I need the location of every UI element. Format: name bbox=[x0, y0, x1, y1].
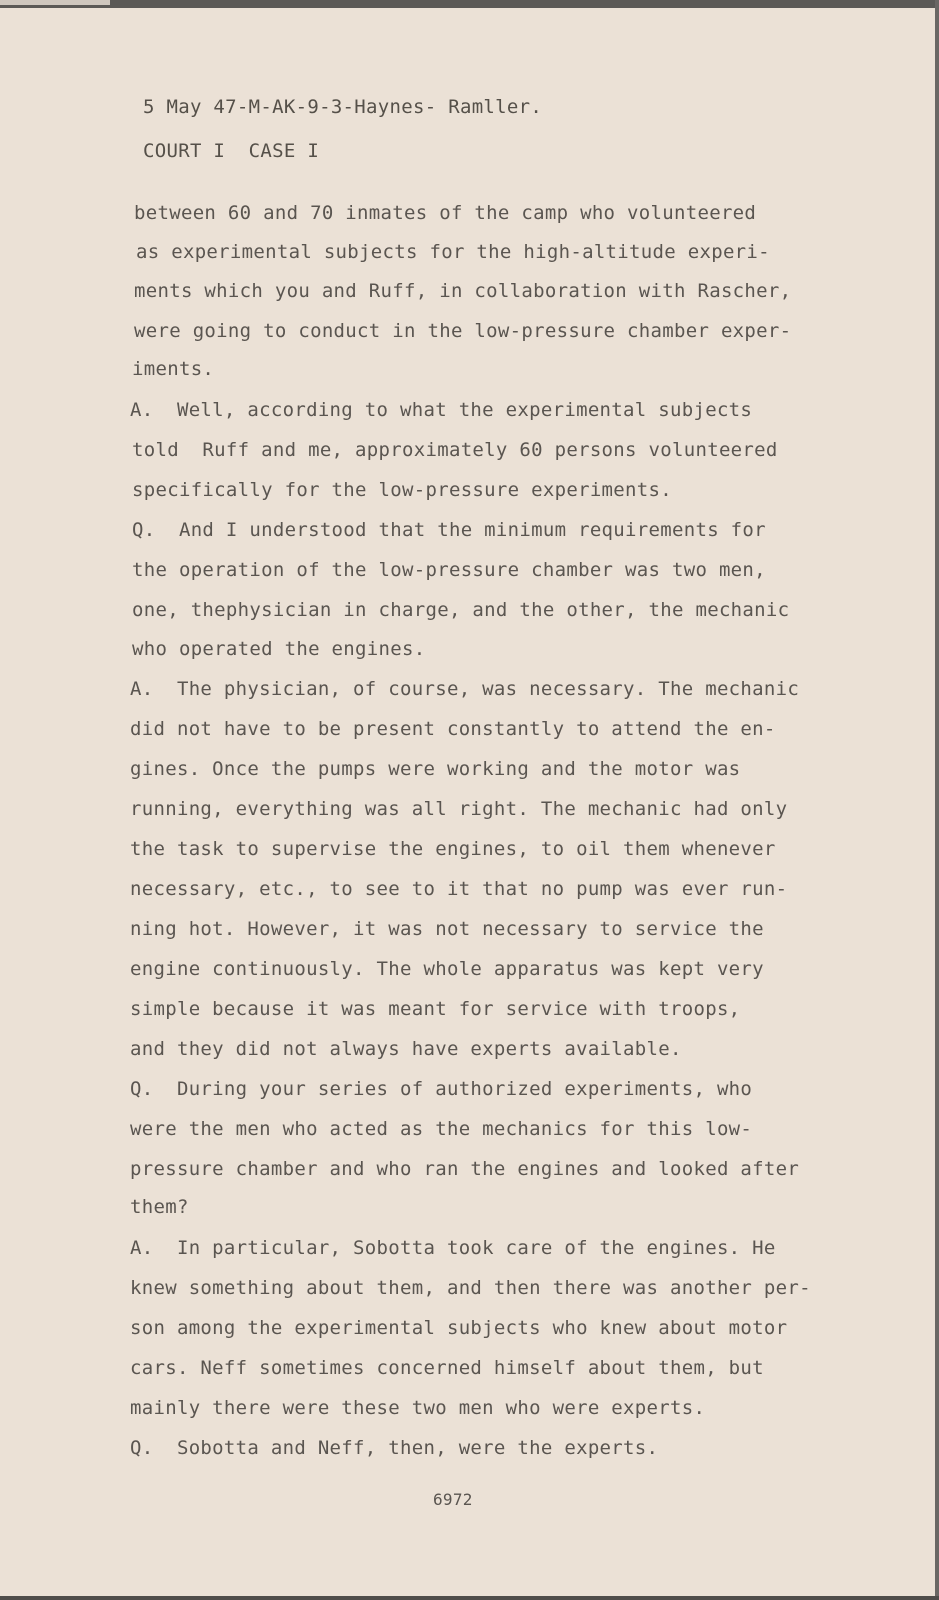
body-line-3: ments which you and Ruff, in collaboration with Rascher, bbox=[134, 280, 792, 302]
body-line-24: were the men who acted as the mechanics for this low- bbox=[130, 1118, 753, 1140]
body-line-18: necessary, etc., to see to it that no pump was ever run- bbox=[130, 878, 788, 900]
body-line-13: A. The physician, of course, was necessary. The mechanic bbox=[130, 678, 800, 700]
body-line-6: A. Well, according to what the experimental subjects bbox=[130, 399, 753, 421]
body-line-16: running, everything was all right. The mechanic had only bbox=[130, 798, 788, 820]
body-line-31: mainly there were these two men who were experts. bbox=[130, 1397, 706, 1419]
page-right-edge bbox=[935, 0, 939, 1600]
header-court-line: COURT I CASE I bbox=[143, 140, 320, 162]
body-line-20: engine continuously. The whole apparatus was kept very bbox=[130, 958, 764, 980]
body-line-14: did not have to be present constantly to attend the en- bbox=[130, 718, 776, 740]
body-line-9: Q. And I understood that the minimum requirements for bbox=[132, 519, 766, 541]
body-line-21: simple because it was meant for service with troops, bbox=[130, 998, 741, 1020]
body-line-23: Q. During your series of authorized experiments, who bbox=[130, 1078, 753, 1100]
body-line-30: cars. Neff sometimes concerned himself about them, but bbox=[130, 1357, 764, 1379]
page-bottom-edge bbox=[0, 1596, 939, 1600]
page-top-edge-highlight bbox=[0, 0, 110, 5]
body-line-29: son among the experimental subjects who knew about motor bbox=[130, 1317, 788, 1339]
body-line-4: were going to conduct in the low-pressure chamber exper- bbox=[134, 320, 792, 342]
page-top-edge bbox=[0, 0, 939, 8]
body-line-1: between 60 and 70 inmates of the camp who volunteered bbox=[134, 202, 757, 224]
body-line-15: gines. Once the pumps were working and the motor was bbox=[130, 758, 741, 780]
body-line-17: the task to supervise the engines, to oil them whenever bbox=[130, 838, 776, 860]
body-line-2: as experimental subjects for the high-altitude experi- bbox=[136, 241, 770, 263]
body-line-22: and they did not always have experts available. bbox=[130, 1038, 682, 1060]
page-number: 6972 bbox=[433, 1490, 473, 1509]
body-line-27: A. In particular, Sobotta took care of the engines. He bbox=[130, 1237, 776, 1259]
body-line-25: pressure chamber and who ran the engines and looked after bbox=[130, 1158, 800, 1180]
header-date-line: 5 May 47-M-AK-9-3-Haynes- Ramller. bbox=[143, 96, 543, 118]
body-line-7: told Ruff and me, approximately 60 persons volunteered bbox=[132, 439, 778, 461]
body-line-10: the operation of the low-pressure chamber was two men, bbox=[132, 559, 766, 581]
body-line-12: who operated the engines. bbox=[132, 638, 426, 660]
body-line-11: one, thephysician in charge, and the other, the mechanic bbox=[132, 599, 790, 621]
body-line-8: specifically for the low-pressure experiments. bbox=[132, 479, 672, 501]
body-line-28: knew something about them, and then there was another per- bbox=[130, 1277, 811, 1299]
body-line-5: iments. bbox=[132, 358, 215, 380]
body-line-26: them? bbox=[130, 1196, 189, 1218]
body-line-32: Q. Sobotta and Neff, then, were the experts. bbox=[130, 1437, 659, 1459]
body-line-19: ning hot. However, it was not necessary to service the bbox=[130, 918, 764, 940]
